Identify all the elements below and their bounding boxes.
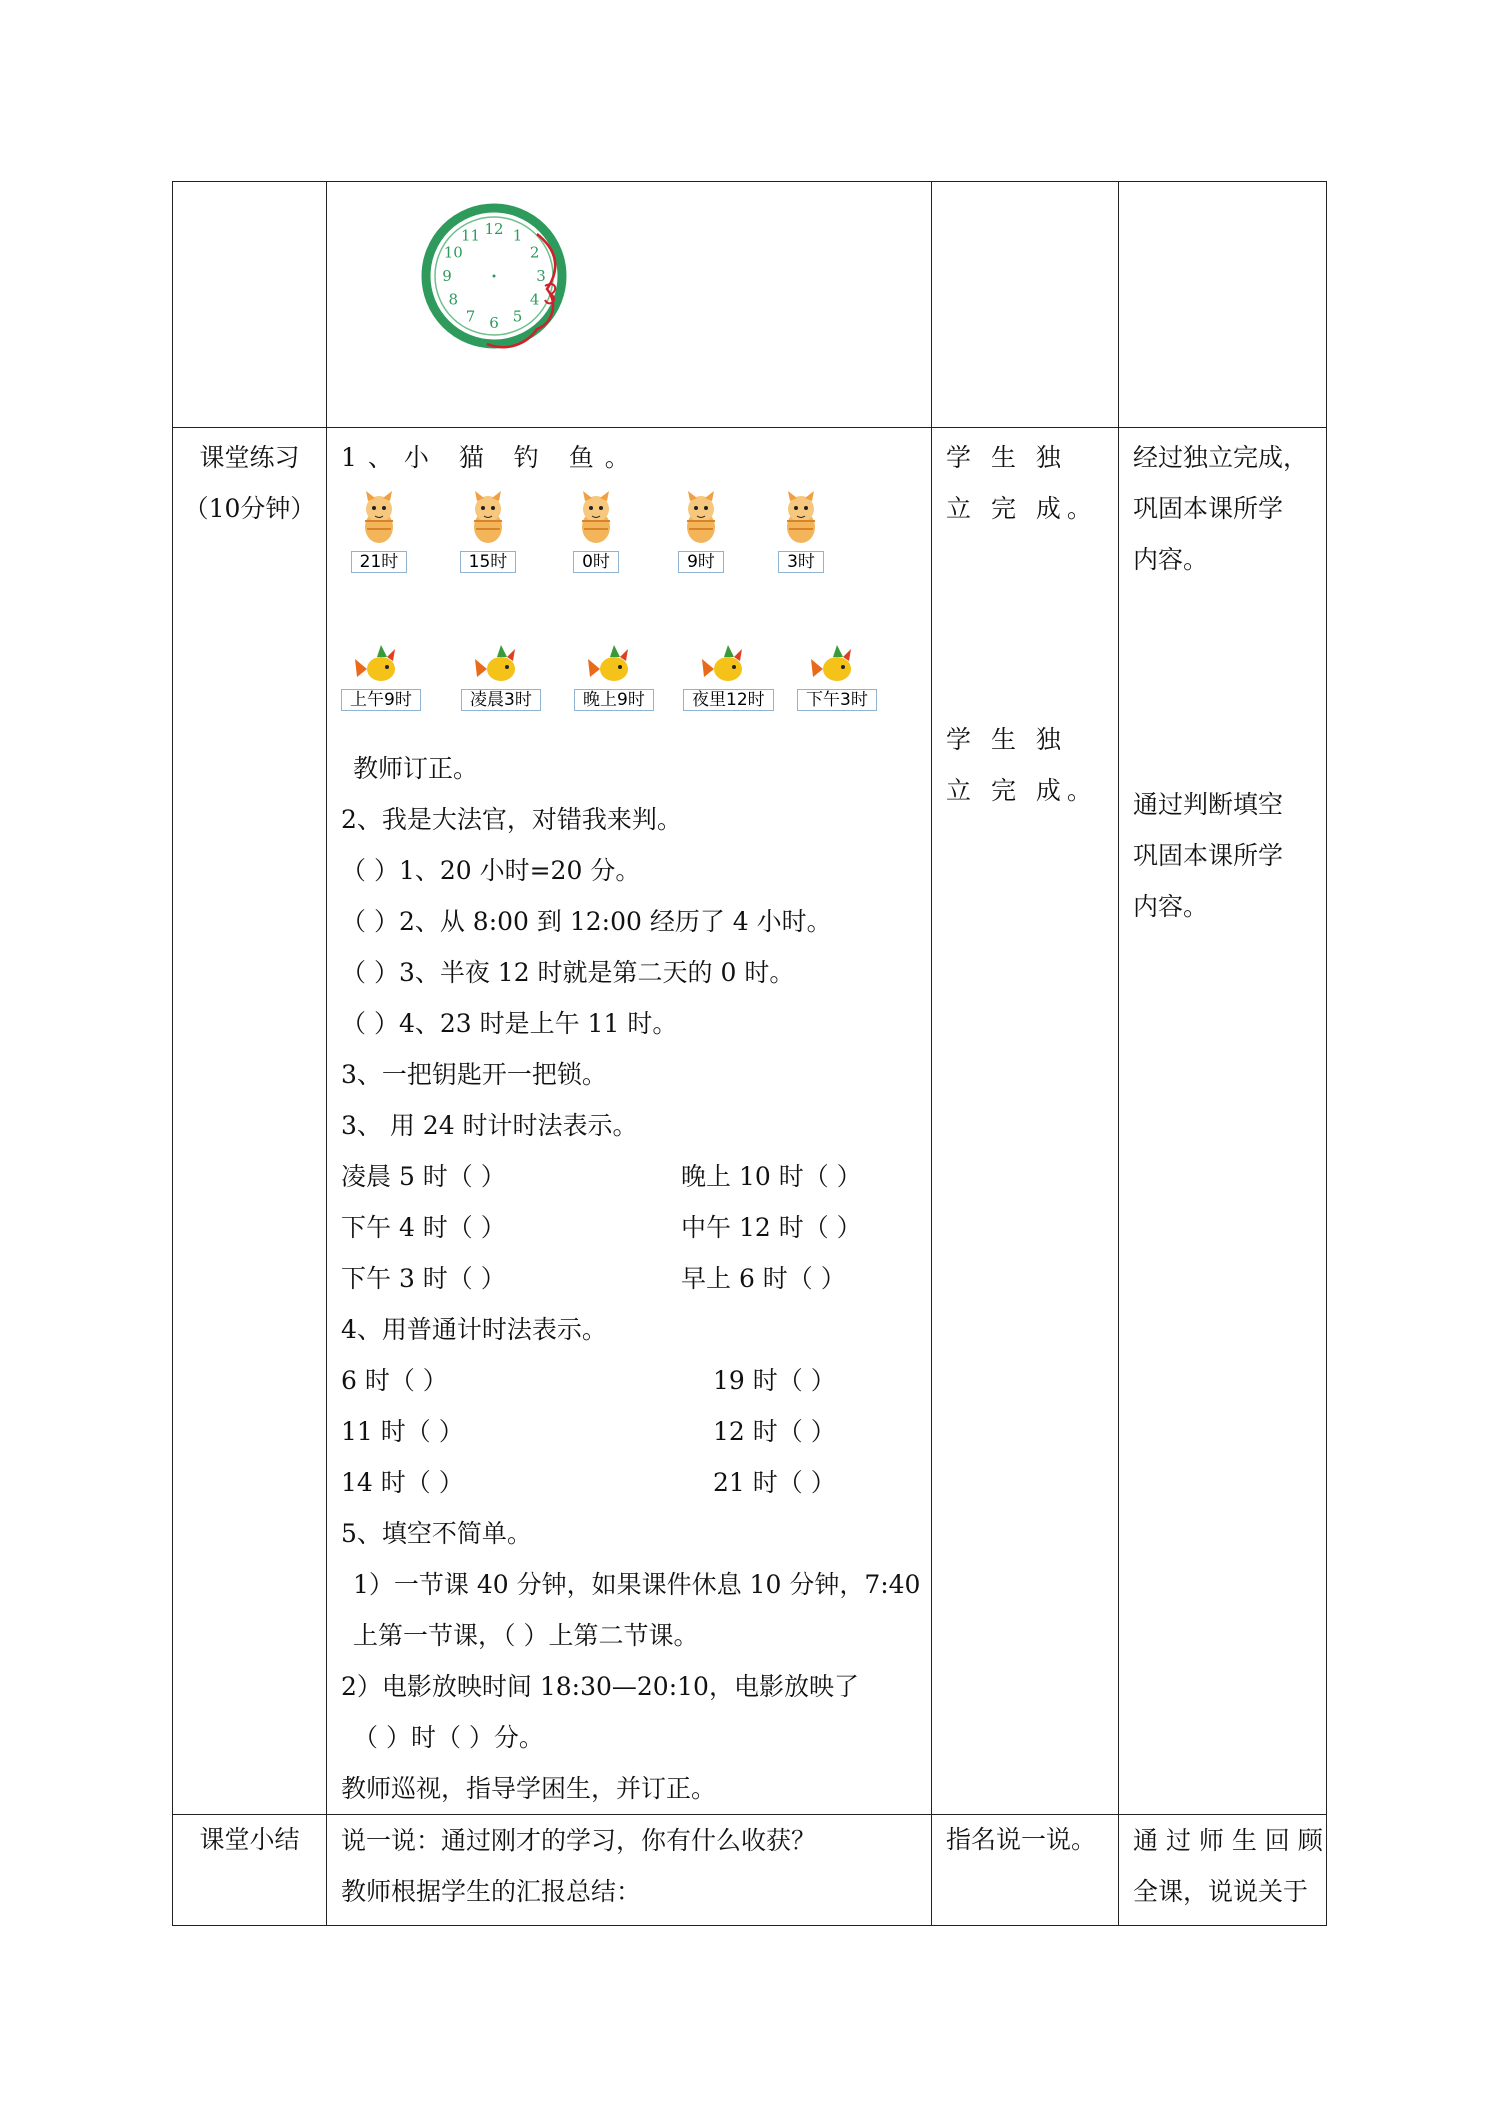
- summary-purpose-cell: [1119, 1815, 1327, 1926]
- fishes-row: [341, 643, 923, 743]
- summary-line-1: 说一说：通过刚才的学习，你有什么收获？: [341, 1826, 817, 1855]
- fish-item-1: [341, 643, 421, 711]
- cat-item-2: [458, 491, 518, 573]
- q5-p1-line2: 上第一节课，（ ）上第二节课。: [353, 1621, 699, 1650]
- cats-row: [341, 491, 923, 591]
- q3b-item: 下午 4 时（ ）: [341, 1213, 506, 1242]
- q3b-title: 3、 用 24 时计时法表示。: [341, 1111, 638, 1140]
- clock-numeral: 5: [512, 307, 523, 326]
- clock-numeral: 2: [529, 243, 540, 262]
- exercise-section-cell: [173, 428, 327, 1815]
- fish-item-5: [797, 643, 877, 711]
- q2-item-3: （ ）3、半夜 12 时就是第二天的 0 时。: [341, 958, 795, 987]
- fish-icon: [807, 643, 867, 685]
- clock-numeral: 3: [536, 267, 546, 285]
- purpose-2-line1: 通过判断填空: [1133, 790, 1284, 819]
- q5-p2-line1: 2）电影放映时间 18:30—20:10，电影放映了: [341, 1672, 859, 1701]
- cat-item-3: [566, 491, 626, 573]
- clock-row: [173, 182, 1327, 428]
- cat-icon: [771, 491, 831, 547]
- clock-numeral: 10: [443, 243, 463, 262]
- fish-label: 晚上9时: [574, 689, 654, 711]
- summary-section-title: 课堂小结: [199, 1825, 300, 1854]
- q4-item: 19 时（ ）: [713, 1366, 836, 1395]
- clock-numeral: 12: [484, 220, 504, 238]
- q3b-item: 早上 6 时（ ）: [681, 1264, 846, 1293]
- cat-label: 21时: [351, 551, 408, 573]
- q5-p1-line1: 1）一节课 40 分钟，如果课件休息 10 分钟，7:40: [353, 1570, 921, 1599]
- purpose-1-line3: 内容。: [1133, 545, 1209, 574]
- clock-face-image: [387, 194, 627, 374]
- q2-title: 2、我是大法官，对错我来判。: [341, 805, 682, 834]
- clock-numeral: 7: [465, 307, 476, 326]
- q4-row-3: [341, 1457, 923, 1508]
- fish-label: 夜里12时: [683, 689, 774, 711]
- fish-item-4: [683, 643, 774, 711]
- clock-row-purpose-cell: [1119, 182, 1327, 428]
- cat-icon: [458, 491, 518, 547]
- summary-section-cell: [173, 1815, 327, 1926]
- q1-title: 1、小 猫 钓 鱼。: [341, 443, 641, 472]
- q4-item: 11 时（ ）: [341, 1417, 464, 1446]
- q4-row-1: [341, 1355, 923, 1406]
- clock-cell: [327, 182, 932, 428]
- q3b-item: 凌晨 5 时（ ）: [341, 1162, 506, 1191]
- clock-center: [493, 275, 496, 278]
- q3b-row-2: [341, 1202, 923, 1253]
- cat-label: 9时: [678, 551, 724, 573]
- summary-purpose-line1: 通 过 师 生 回 顾: [1133, 1826, 1323, 1855]
- cat-item-5: [771, 491, 831, 573]
- clock-numeral: 1: [512, 226, 523, 245]
- cat-label: 3时: [778, 551, 824, 573]
- clock-row-section-cell: [173, 182, 327, 428]
- q4-item: 6 时（ ）: [341, 1366, 448, 1395]
- fish-icon: [471, 643, 531, 685]
- lesson-plan-table: [172, 181, 1327, 1926]
- fish-item-2: [461, 643, 541, 711]
- q4-item: 12 时（ ）: [713, 1417, 836, 1446]
- q4-row-2: [341, 1406, 923, 1457]
- cat-icon: [349, 491, 409, 547]
- q3-title: 3、一把钥匙开一把锁。: [341, 1060, 607, 1089]
- q4-item: 21 时（ ）: [713, 1468, 836, 1497]
- q3b-item: 晚上 10 时（ ）: [681, 1162, 862, 1191]
- q5-p2-line2: （ ）时（ ）分。: [353, 1723, 544, 1752]
- fish-label: 凌晨3时: [461, 689, 541, 711]
- fish-icon: [698, 643, 758, 685]
- cat-icon: [566, 491, 626, 547]
- clock-row-student-cell: [932, 182, 1119, 428]
- summary-purpose-line2: 全课，说说关于: [1133, 1877, 1309, 1906]
- exercise-content-cell: [327, 428, 932, 1815]
- summary-student-cell: [932, 1815, 1119, 1926]
- purpose-1-line1: 经过独立完成，: [1133, 443, 1309, 472]
- clock-numeral: 9: [442, 267, 452, 285]
- q2-item-2: （ ）2、从 8:00 到 12:00 经历了 4 小时。: [341, 907, 832, 936]
- cat-item-1: [349, 491, 409, 573]
- summary-line-2: 教师根据学生的汇报总结：: [341, 1877, 642, 1906]
- q5-title: 5、填空不简单。: [341, 1519, 532, 1548]
- purpose-2-line3: 内容。: [1133, 892, 1209, 921]
- exercise-row: [173, 428, 1327, 1815]
- summary-row: [173, 1815, 1327, 1926]
- q4-item: 14 时（ ）: [341, 1468, 464, 1497]
- clock-numeral: 11: [460, 226, 481, 245]
- q1-teacher-note: 教师订正。: [353, 754, 479, 783]
- cat-label: 0时: [573, 551, 619, 573]
- q2-item-1: （ ）1、20 小时=20 分。: [341, 856, 641, 885]
- cat-label: 15时: [460, 551, 517, 573]
- exercise-purpose-cell: [1119, 428, 1327, 1815]
- q4-title: 4、用普通计时法表示。: [341, 1315, 607, 1344]
- purpose-1-line2: 巩固本课所学: [1133, 494, 1284, 523]
- q3b-row-3: [341, 1253, 923, 1304]
- clock-numeral: 4: [529, 290, 540, 309]
- fish-item-3: [574, 643, 654, 711]
- summary-content-cell: [327, 1815, 932, 1926]
- exercise-section-title: 课堂练习: [199, 443, 300, 472]
- exercise-student-cell: [932, 428, 1119, 1815]
- fish-label: 上午9时: [341, 689, 421, 711]
- q3b-row-1: [341, 1151, 923, 1202]
- q3b-item: 下午 3 时（ ）: [341, 1264, 506, 1293]
- summary-student-activity: 指名说一说。: [946, 1825, 1097, 1854]
- fish-icon: [584, 643, 644, 685]
- exercise-duration: （10分钟）: [183, 494, 316, 523]
- student-activity-1: 学 生 独 立 完 成。: [946, 443, 1098, 523]
- q2-item-4: （ ）4、23 时是上午 11 时。: [341, 1009, 678, 1038]
- fish-label: 下午3时: [797, 689, 877, 711]
- purpose-2-line2: 巩固本课所学: [1133, 841, 1284, 870]
- q5-teacher-note: 教师巡视，指导学困生，并订正。: [341, 1774, 717, 1803]
- cat-icon: [671, 491, 731, 547]
- student-activity-2: 学 生 独 立 完 成。: [946, 725, 1098, 805]
- q3b-item: 中午 12 时（ ）: [681, 1213, 862, 1242]
- clock-numeral: 8: [448, 290, 459, 309]
- cat-item-4: [671, 491, 731, 573]
- clock-numeral: 6: [489, 314, 499, 332]
- fish-icon: [351, 643, 411, 685]
